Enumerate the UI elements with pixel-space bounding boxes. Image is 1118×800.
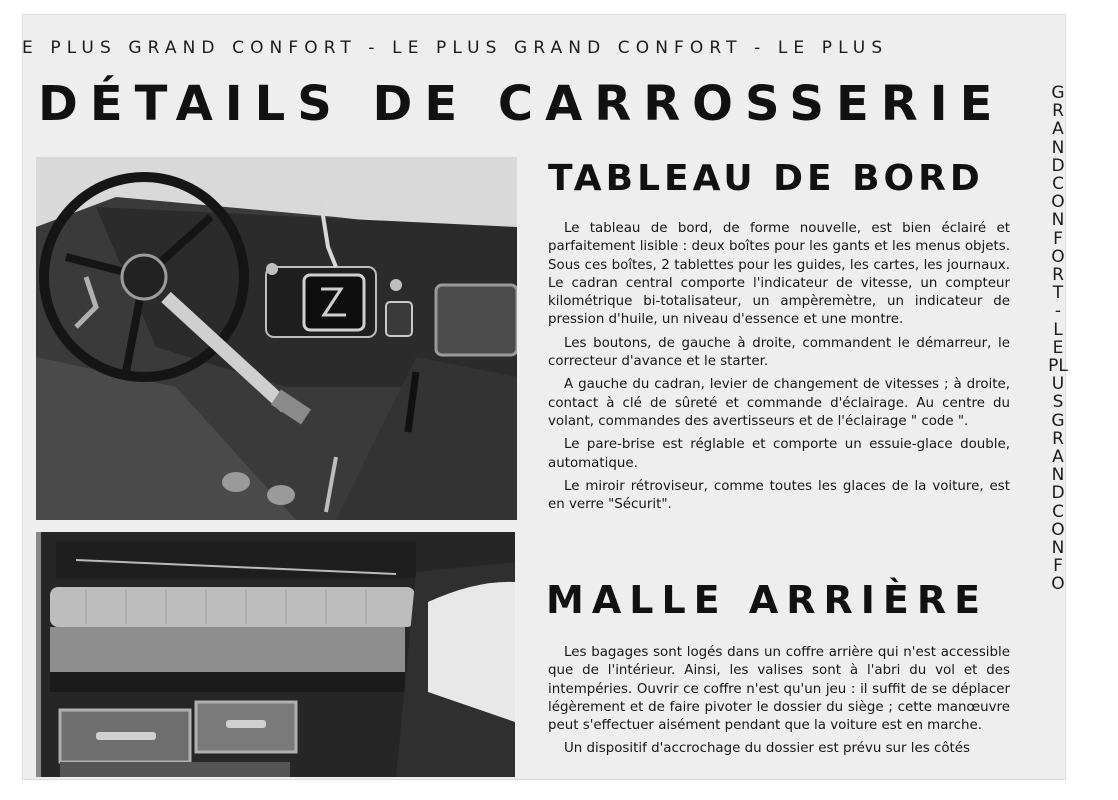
rear-trunk-photo <box>36 532 515 777</box>
paragraph: Le miroir rétroviseur, comme toutes les glaces de la voiture, est en verre "Sécurit". <box>548 478 1010 513</box>
dashboard-photo <box>36 157 517 520</box>
section-heading-dashboard: TABLEAU DE BORD <box>548 158 984 199</box>
paragraph: Le tableau de bord, de forme nouvelle, est bien éclairé et parfaitement lisible : deux boîtes pour les gants et les menus objets. Sous ces boîtes, 2 tablettes pour les guides, les cartes, les journaux. Le cadran central comporte l'indicateur de vitesse, un compteur kilométrique bi-totalisateur, un ampèremètre, un indicateur de pression d'huile, un niveau d'essence et une montre. <box>548 221 1010 328</box>
side-banner: GRAND CONFORT - LE PLUS GRAND CONFO <box>1048 83 1070 595</box>
paragraph: A gauche du cadran, levier de changement de vitesses ; à droite, contact à clé de sûreté et commande d'éclairage. Au centre du volant, commandes des avertisseurs et de l'éclairage " code ". <box>548 377 1010 429</box>
section-heading-trunk: MALLE ARRIÈRE <box>546 578 989 622</box>
paragraph: Les bagages sont logés dans un coffre arrière qui n'est accessible que de l'intérieur. Ainsi, les valises sont à l'abri du vol et des intempéries. Ouvrir ce coffre n'est qu'un jeu : il suffit de se déplacer légèrement et de faire pivoter le dossier du siège ; cette manœuvre peut s'effectuer aisément pendant que la voiture est en marche. <box>548 645 1010 734</box>
page-title: DÉTAILS DE CARROSSERIE <box>38 76 1005 132</box>
paragraph: Les boutons, de gauche à droite, commandent le démarreur, le correcteur d'avance et le starter. <box>548 335 1010 370</box>
top-banner: E PLUS GRAND CONFORT - LE PLUS GRAND CONFORT - LE PLUS <box>22 38 889 58</box>
trunk-description <box>548 644 1010 764</box>
paragraph: Un dispositif d'accrochage du dossier est prévu sur les côtés <box>564 741 971 757</box>
dashboard-description <box>548 220 1010 519</box>
paragraph: Le pare-brise est réglable et comporte un essuie-glace double, automatique. <box>548 437 1010 471</box>
